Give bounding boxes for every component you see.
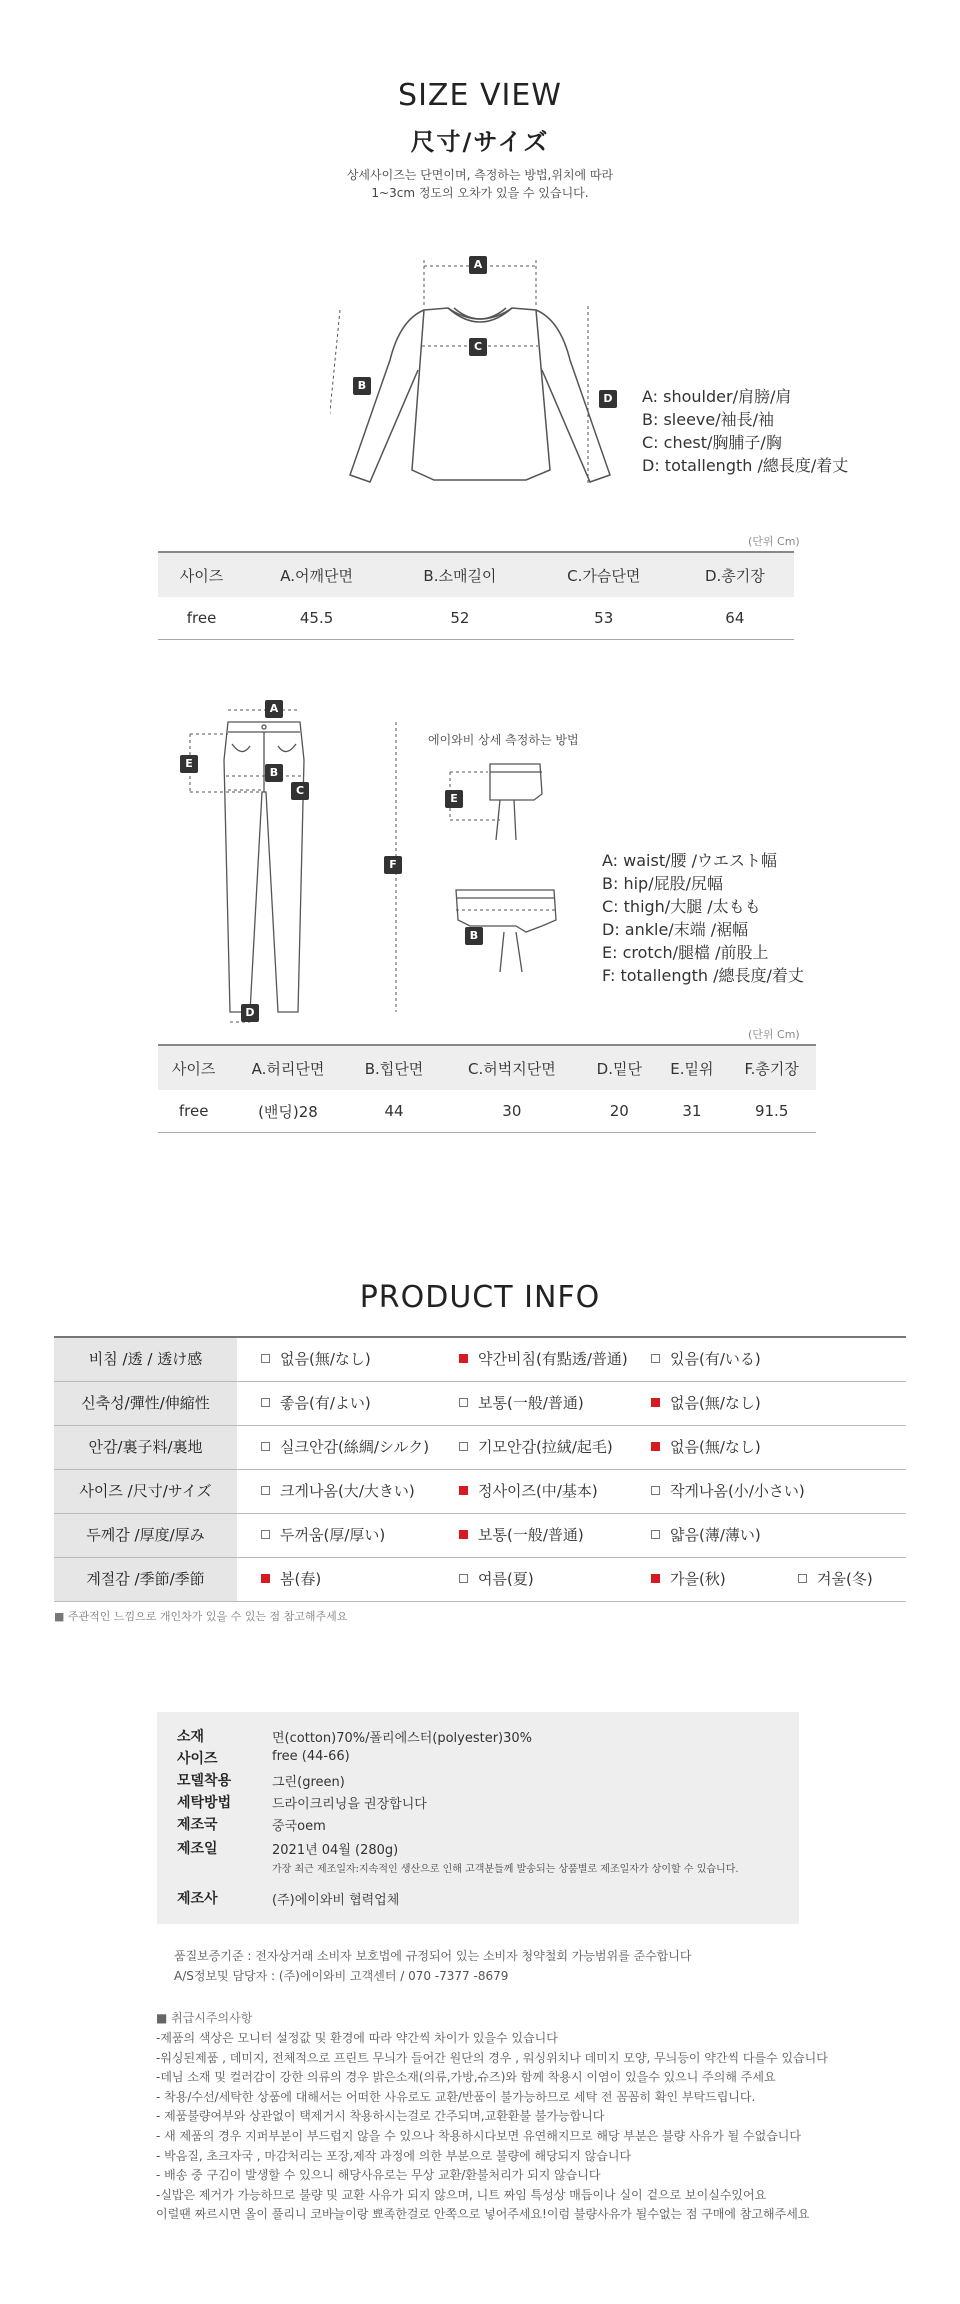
pants-label-c: C: thigh/大腿 /太もも [602,897,761,916]
product-info-row-label: 계절감 /季節/季節 [54,1558,237,1601]
product-info-option [459,1470,598,1513]
top-label-b: B: sleeve/袖長/袖 [642,410,775,429]
care-list [156,2029,828,2225]
th-waist: A.허리단면 [229,1045,346,1090]
checkbox-icon [651,1574,660,1583]
marker-d-pants: D [241,1004,259,1022]
option-label: 실크안감(絲綢/シルク) [280,1438,430,1456]
pants-measure-labels [602,849,804,987]
spec-val-size: free (44-66) [272,1749,350,1764]
pants-label-f: F: totallength /總長度/着丈 [602,966,804,985]
th-hem: D.밑단 [582,1045,656,1090]
td-thigh: 30 [442,1090,583,1133]
th-size: 사이즈 [158,1045,229,1090]
product-info-option [459,1382,584,1425]
product-info-option [651,1426,761,1469]
checkbox-icon [261,1354,270,1363]
option-label: 겨울(冬) [817,1570,873,1588]
checkbox-icon [651,1486,660,1495]
product-info-option [459,1338,628,1381]
top-label-c: C: chest/胸脯子/胸 [642,433,782,452]
checkbox-icon [459,1354,468,1363]
marker-c-top: C [469,338,487,356]
spec-box [157,1712,799,1924]
product-info-row [54,1558,906,1602]
top-label-a: A: shoulder/肩膀/肩 [642,387,792,406]
product-info-row [54,1514,906,1558]
size-view-subtitle: 尺寸/サイズ [410,128,550,156]
checkbox-icon [459,1574,468,1583]
checkbox-icon [459,1398,468,1407]
checkbox-icon [261,1574,270,1583]
product-info-option [261,1426,429,1469]
th-length: F.총기장 [727,1045,816,1090]
pants-label-b: B: hip/屁股/尻幅 [602,874,723,893]
option-label: 두꺼움(厚/厚い) [280,1526,386,1544]
care-line: -데님 소재 및 컬러감이 강한 의류의 경우 밝은소재(의류,가방,슈즈)와 함께 착용시 이염이 있을수 있으니 주의해 주세요 [156,2070,776,2085]
product-info-row [54,1382,906,1426]
marker-d-top: D [599,390,617,408]
spec-date-sub: 가장 최근 제조일자:지속적인 생산으로 인해 고객분들께 발송되는 상품별로 제조일자가 상이할 수 있습니다. [272,1864,739,1875]
checkbox-icon [459,1486,468,1495]
th-size: 사이즈 [158,552,245,597]
option-label: 기모안감(拉絨/起毛) [478,1438,613,1456]
td-length: 64 [676,597,794,640]
option-label: 얇음(薄/薄い) [670,1526,761,1544]
spec-val-material: 면(cotton)70%/폴리에스터(polyester)30% [272,1731,533,1746]
method-title: 에이와비 상세 측정하는 방법 [428,733,579,747]
marker-e-method: E [445,790,463,808]
th-chest: C.가슴단면 [532,552,676,597]
spec-key-size: 사이즈 [177,1751,218,1767]
product-info-option [459,1426,613,1469]
guarantee-line1: 품질보증기준 : 전자상거래 소비자 보호법에 규정되어 있는 소비자 청약철회 가능범위를 준수합니다 [174,1949,692,1963]
care-line: - 배송 중 구김이 발생할 수 있으니 해당사유로는 무상 교환/환불처리가 되지 않습니다 [156,2168,601,2183]
checkbox-icon [459,1530,468,1539]
spec-key-material: 소재 [177,1729,205,1745]
td-hip: 44 [347,1090,442,1133]
spec-val-maker: (주)에이와비 협력업체 [272,1893,400,1908]
care-line: 이럴땐 짜르시면 올이 풀리니 코바늘이랑 뾰족한걸로 안쪽으로 넣어주세요!이럼 불량사유가 될수없는 점 구매에 참고해주세요 [156,2207,810,2222]
pants-label-e: E: crotch/腿檔 /前股上 [602,943,769,962]
product-info-row-label: 안감/裏子料/裏地 [54,1426,237,1469]
product-info-option [261,1514,385,1557]
spec-key-date: 제조일 [177,1841,218,1857]
care-line: - 새 제품의 경우 지퍼부분이 부드럽지 않을 수 있으나 착용하시다보면 유연해지므로 해당 부분은 불량 사유가 될 수없습니다 [156,2128,801,2143]
marker-e-pants: E [180,755,198,773]
spec-val-model: 그린(green) [272,1775,345,1790]
product-info-option [261,1338,371,1381]
product-info-option [651,1382,761,1425]
spec-key-model: 모델착용 [177,1773,232,1789]
top-label-d: D: totallength /總長度/着丈 [642,456,849,475]
top-illustration [330,250,630,490]
care-line: - 착용/수선/세탁한 상품에 대해서는 어떠한 사유로도 교환/반품이 불가능하므로 세탁 전 꼼꼼히 확인 부탁드립니다. [156,2089,756,2104]
product-info-row [54,1470,906,1514]
product-info-option [459,1514,584,1557]
marker-b-top: B [353,377,371,395]
checkbox-icon [651,1354,660,1363]
care-line: - 제품불량여부와 상관없이 택제거시 착용하시는걸로 간주되며,교환환불 불가능합니다 [156,2109,605,2124]
spec-key-maker: 제조사 [177,1891,218,1907]
option-label: 작게나옴(小/小さい) [670,1482,805,1500]
product-info-title: PRODUCT INFO [359,1280,601,1315]
marker-b-method: B [465,927,483,945]
product-info-row [54,1426,906,1470]
top-unit: (단위 Cm) [748,535,800,548]
th-sleeve: B.소매길이 [388,552,532,597]
product-info-row-label: 신축성/彈性/伸縮性 [54,1382,237,1425]
th-thigh: C.허벅지단면 [442,1045,583,1090]
product-info-option [651,1514,761,1557]
th-shoulder: A.어깨단면 [245,552,388,597]
spec-key-country: 제조국 [177,1817,218,1833]
product-info-option [651,1558,726,1601]
product-info-option [261,1558,321,1601]
product-info-option [261,1382,371,1425]
option-label: 없음(無/なし) [280,1350,371,1368]
td-size: free [158,1090,229,1133]
td-sleeve: 52 [388,597,532,640]
pants-illustration [170,700,410,1030]
td-waist: (밴딩)28 [229,1090,346,1133]
product-info-row [54,1338,906,1382]
option-label: 보통(一般/普通) [478,1394,584,1412]
td-shoulder: 45.5 [245,597,388,640]
product-info-row-label: 비침 /透 / 透け感 [54,1338,237,1381]
product-info-note: ■ 주관적인 느낌으로 개인차가 있을 수 있는 점 참고해주세요 [54,1610,348,1623]
marker-a-pants: A [265,700,283,718]
product-info-row-label: 두께감 /厚度/厚み [54,1514,237,1557]
option-label: 약간비침(有點透/普通) [478,1350,628,1368]
care-title: ■ 취급시주의사항 [156,2011,253,2025]
marker-f-pants: F [384,856,402,874]
option-label: 보통(一般/普通) [478,1526,584,1544]
size-note-line1: 상세사이즈는 단면이며, 측정하는 방법,위치에 따라 [346,168,614,182]
size-note-line2: 1~3cm 정도의 오차가 있을 수 있습니다. [371,186,589,200]
checkbox-icon [798,1574,807,1583]
td-hem: 20 [582,1090,656,1133]
spec-val-date: 2021년 04월 (280g) [272,1843,399,1858]
product-info-option [459,1558,534,1601]
option-label: 있음(有/いる) [670,1350,761,1368]
product-info-option [261,1470,415,1513]
care-line: - 박음질, 초크자국 , 마감처리는 포장,제작 과정에 의한 부분으로 불량에 해당되지 않습니다 [156,2148,632,2163]
pants-label-a: A: waist/腰 /ウエスト幅 [602,851,777,870]
spec-val-country: 중국oem [272,1819,326,1834]
marker-b-pants: B [265,764,283,782]
guarantee-line2: A/S정보및 담당자 : (주)에이와비 고객센터 / 070 -7377 -8679 [174,1969,509,1983]
checkbox-icon [261,1486,270,1495]
product-info-option [798,1558,873,1601]
checkbox-icon [261,1398,270,1407]
size-view-title: SIZE VIEW [398,78,562,113]
top-measure-labels [642,385,848,477]
product-info-option [651,1338,761,1381]
option-label: 없음(無/なし) [670,1438,761,1456]
top-size-table [158,551,794,640]
option-label: 봄(春) [280,1570,322,1588]
checkbox-icon [459,1442,468,1451]
product-info-row-label: 사이즈 /尺寸/サイズ [54,1470,237,1513]
checkbox-icon [651,1442,660,1451]
pants-unit: (단위 Cm) [748,1028,800,1041]
checkbox-icon [261,1530,270,1539]
option-label: 정사이즈(中/基本) [478,1482,598,1500]
option-label: 좋음(有/よい) [280,1394,371,1412]
td-rise: 31 [656,1090,727,1133]
care-line: -제품의 색상은 모니터 설정값 및 환경에 따라 약간씩 차이가 있을수 있습니다 [156,2031,558,2045]
pants-label-d: D: ankle/末端 /裾幅 [602,920,749,939]
option-label: 여름(夏) [478,1570,534,1588]
td-chest: 53 [532,597,676,640]
th-length: D.총기장 [676,552,794,597]
pants-size-table [158,1044,816,1133]
marker-c-pants: C [291,782,309,800]
th-hip: B.힙단면 [347,1045,442,1090]
spec-key-wash: 세탁방법 [177,1795,232,1811]
td-length: 91.5 [727,1090,816,1133]
th-rise: E.밑위 [656,1045,727,1090]
product-info-option [651,1470,805,1513]
care-line: -워싱된제품 , 데미지, 전체적으로 프린트 무늬가 들어간 원단의 경우 , 워싱위치나 데미지 모양, 무늬등이 약간씩 다를수 있습니다 [156,2050,828,2065]
marker-a-top: A [469,256,487,274]
option-label: 없음(無/なし) [670,1394,761,1412]
care-line: -실밥은 제거가 가능하므로 불량 및 교환 사유가 되지 않으며, 니트 짜임 특성상 매듭이나 실이 겉으로 보이실수있어요 [156,2187,767,2202]
checkbox-icon [261,1442,270,1451]
spec-val-wash: 드라이크리닝을 권장합니다 [272,1797,427,1812]
td-size: free [158,597,245,640]
checkbox-icon [651,1530,660,1539]
checkbox-icon [651,1398,660,1407]
option-label: 가을(秋) [670,1570,726,1588]
option-label: 크게나옴(大/大きい) [280,1482,415,1500]
